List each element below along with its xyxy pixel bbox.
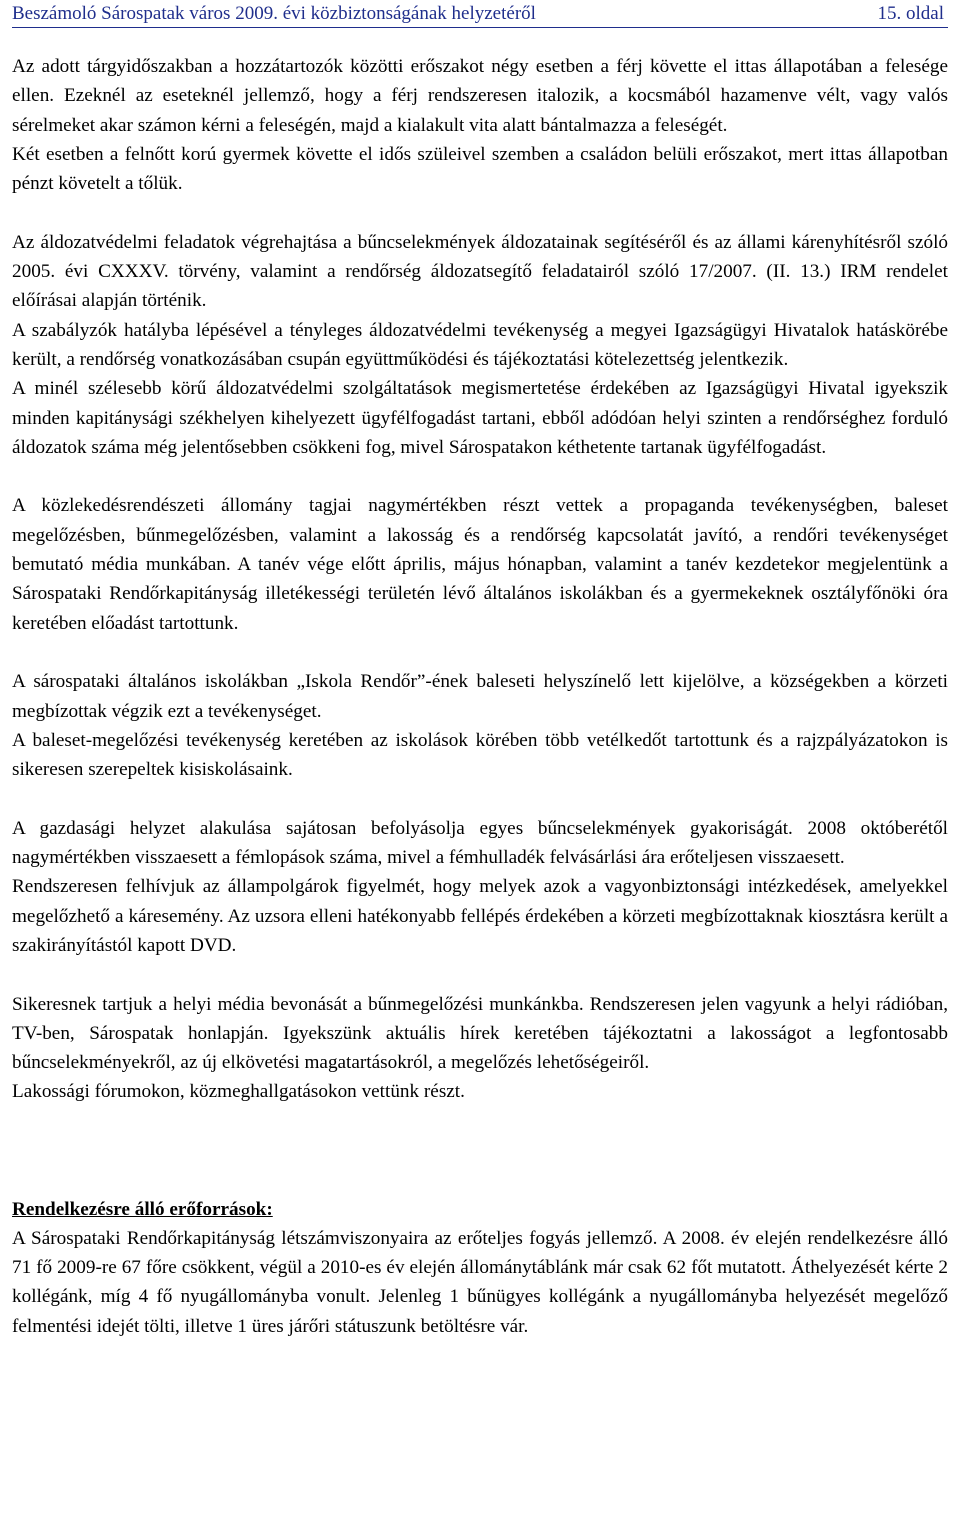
paragraph: A gazdasági helyzet alakulása sajátosan befolyásolja egyes bűncselekmények gyakoriságát. 2008 októberétől nagymértékben visszaesett a fémlopások száma, mivel a fémhulladék felvásárlási ára erőteljesen visszaesett. xyxy=(12,817,948,869)
paragraph: Két esetben a felnőtt korú gyermek követte el idős szüleivel szemben a családon belüli erőszakot, mert ittas állapotban pénzt követelt a tőlük. xyxy=(12,143,948,195)
paragraph: Rendszeresen felhívjuk az állampolgárok figyelmét, hogy melyek azok a vagyonbiztonsági intézkedések, amelyekkel megelőzhető a káresemény. Az uzsora elleni hatékonyabb fellépés érdekében a körzeti megbízottaknak kiosztásra került a szakirányítástól kapott DVD. xyxy=(12,876,948,956)
paragraph: Az áldozatvédelmi feladatok végrehajtása a bűncselekmények áldozatainak segítéséről és az állami kárenyhítésről szóló 2005. évi CXXXV. törvény, valamint a rendőrség áldozatsegítő feladatairól szóló 17/2007. (II. 13.) IRM rendelet előírásai alapján történik. xyxy=(12,231,948,312)
document-body xyxy=(12,52,948,1341)
paragraph: A sárospataki általános iskolákban „Iskola Rendőr”-ének baleseti helyszínelő lett kijelölve, a községekben a körzeti megbízottak végzik ezt a tevékenységet. xyxy=(12,671,948,722)
paragraph: A minél szélesebb körű áldozatvédelmi szolgáltatások megismertetése érdekében az Igazságügyi Hivatal igyekszik minden kapitánysági székhelyen kihelyezett ügyfélfogadást tartani, ebből adódóan helyi szinten a rendőrséghez forduló áldozatok száma még jelentősebben csökkeni fog, mivel Sárospatakon kéthetente tartanak ügyfélfogadást. xyxy=(12,378,948,458)
page-number: 15. oldal xyxy=(877,3,944,24)
paragraph: Az adott tárgyidőszakban a hozzátartozók közötti erőszakot négy esetben a férj követte el ittas állapotában a felesége ellen. Ezeknél az eseteknél jellemző, hogy a férj rendszeresen italozik, a kocsmából hazamenve vélt, vagy valós sérelmeket akar számon kérni a feleségén, majd a kialakult vita alatt bántalmazza a feleségét. xyxy=(12,56,948,136)
paragraph: Sikeresnek tartjuk a helyi média bevonását a bűnmegelőzési munkánkba. Rendszeresen jelen vagyunk a helyi rádióban, TV-ben, Sárospatak honlapján. Igyekszünk aktuális hírek keretében tájékoztatni a lakosságot a legfontosabb bűncselekményekről, az új elkövetési magatartásokról, a megelőzés lehetőségeiről. xyxy=(12,993,948,1074)
header-title: Beszámoló Sárospatak város 2009. évi közbiztonságának helyzetéről xyxy=(12,3,536,24)
paragraph: A baleset-megelőzési tevékenység keretében az iskolások körében több vetélkedőt tartottunk és a rajzpályázatokon is sikeresen szerepeltek kisiskolásaink. xyxy=(12,729,948,781)
paragraph: Lakossági fórumokon, közmeghallgatásokon vettünk részt. xyxy=(12,1081,465,1103)
paragraph: A közlekedésrendészeti állomány tagjai nagymértékben részt vettek a propaganda tevékenységben, baleset megelőzésben, bűnmegelőzésben, valamint a lakosság és a rendőrség kapcsolatát javító, a rendőri tevékenységet bemutató média munkában. A tanév vége előtt április, május hónapban, valamint a tanév kezdetekor megjelentünk a Sárospataki Rendőrkapitányság illetékességi területén lévő általános iskolákban és a gyermekeknek osztályfőnöki óra keretében előadást tartottunk. xyxy=(12,495,948,634)
section-heading: Rendelkezésre álló erőforrások: xyxy=(12,1198,273,1220)
paragraph: A szabályzók hatályba lépésével a tényleges áldozatvédelmi tevékenység a megyei Igazságügyi Hivatalok hatáskörébe került, a rendőrség vonatkozásában csupán együttműködési és tájékoztatási kötelezettség jelentkezik. xyxy=(12,319,948,370)
paragraph: A Sárospataki Rendőrkapitányság létszámviszonyaira az erőteljes fogyás jellemző. A 2008. év elején rendelkezésre álló 71 fő 2009-re 67 főre csökkent, végül a 2010-es év elején állománytáblánk már csak 62 főt mutatott. Áthelyezését kérte 2 kollégánk, míg 4 fő nyugállományba vonult. Jelenleg 1 bűnügyes kollégánk a nyugállományba helyezését megelőző felmentési idejét tölti, illetve 1 üres járőri státuszunk betöltésre vár. xyxy=(12,1227,948,1337)
page-header xyxy=(12,0,948,28)
